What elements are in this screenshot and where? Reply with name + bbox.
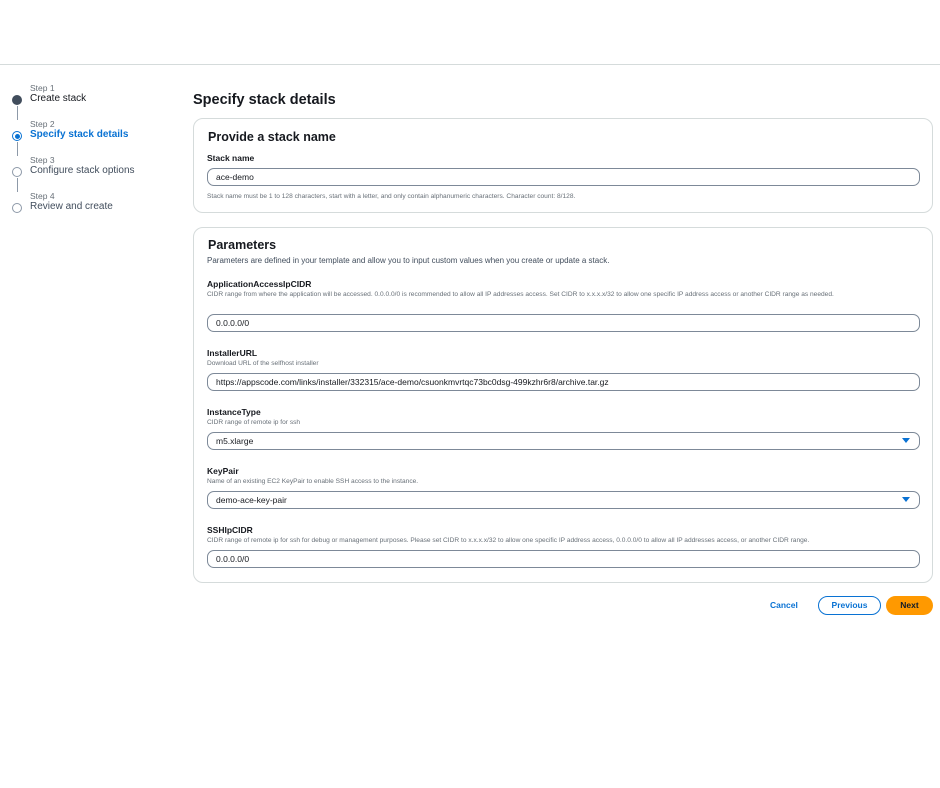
param-label: InstallerURL (207, 348, 258, 358)
step-pending-icon (12, 167, 22, 177)
param-label: ApplicationAccessIpCIDR (207, 279, 312, 289)
param-label: SSHIpCIDR (207, 525, 253, 535)
stack-name-label: Stack name (207, 153, 255, 163)
step-number: Step 1 (30, 83, 55, 93)
step-complete-icon (12, 95, 22, 105)
step-configure-stack-options (10, 155, 180, 191)
step-review-and-create (10, 191, 180, 227)
param-label: InstanceType (207, 407, 261, 417)
step-number: Step 2 (30, 119, 55, 129)
step-label: Specify stack details (30, 129, 129, 140)
key-pair-select[interactable] (207, 491, 920, 509)
param-description: CIDR range of remote ip for ssh (207, 419, 301, 426)
step-connector (17, 106, 18, 120)
stack-name-hint: Stack name must be 1 to 128 characters, start with a letter, and only contain alphanumeric characters. Character count: 8/128. (207, 193, 576, 200)
select-value: m5.xlarge (216, 436, 254, 446)
previous-button[interactable]: Previous (818, 596, 881, 615)
cancel-button[interactable]: Cancel (770, 600, 798, 610)
step-label: Configure stack options (30, 165, 135, 176)
step-label: Review and create (30, 201, 113, 212)
application-access-ip-cidr-input[interactable]: 0.0.0.0/0 (207, 314, 920, 332)
param-description: CIDR range of remote ip for ssh for debug or management purposes. Please set CIDR to x.x.x.x/32 to allow one specific IP address access, 0.0.0.0/0 to allow all IP addresses access, or another CIDR range. (207, 537, 810, 544)
step-current-icon (12, 131, 22, 141)
step-create-stack[interactable] (10, 83, 180, 119)
panel-title: Provide a stack name (208, 130, 336, 144)
param-label: KeyPair (207, 466, 239, 476)
caret-down-icon (902, 438, 910, 443)
param-description: Download URL of the selfhost installer (207, 360, 319, 367)
page-title: Specify stack details (193, 92, 336, 108)
installer-url-input[interactable]: https://appscode.com/links/installer/332315/ace-demo/csuonkmvrtqc73bc0dsg-499kzhr6r8/archive.tar.gz (207, 373, 920, 391)
wizard-steps (10, 83, 180, 227)
caret-down-icon (902, 497, 910, 502)
step-number: Step 4 (30, 191, 55, 201)
next-button[interactable]: Next (886, 596, 933, 615)
param-description: CIDR range from where the application will be accessed. 0.0.0.0/0 is recommended to allow all IP addresses access. Set CIDR to x.x.x.x/32 to allow one specific IP address access or another CIDR range as needed. (207, 291, 834, 298)
ssh-ip-cidr-input[interactable]: 0.0.0.0/0 (207, 550, 920, 568)
instance-type-select[interactable] (207, 432, 920, 450)
stack-name-panel (193, 118, 933, 213)
step-label: Create stack (30, 93, 87, 104)
parameters-panel (193, 227, 933, 583)
param-description: Name of an existing EC2 KeyPair to enable SSH access to the instance. (207, 478, 419, 485)
select-value: demo-ace-key-pair (216, 495, 287, 505)
step-connector (17, 142, 18, 156)
step-pending-icon (12, 203, 22, 213)
step-connector (17, 178, 18, 192)
top-navigation-bar (0, 0, 940, 65)
panel-description: Parameters are defined in your template and allow you to input custom values when you create or update a stack. (207, 256, 610, 265)
panel-title: Parameters (208, 238, 277, 252)
step-specify-stack-details[interactable] (10, 119, 180, 155)
step-number: Step 3 (30, 155, 55, 165)
stack-name-input[interactable]: ace-demo (207, 168, 920, 186)
